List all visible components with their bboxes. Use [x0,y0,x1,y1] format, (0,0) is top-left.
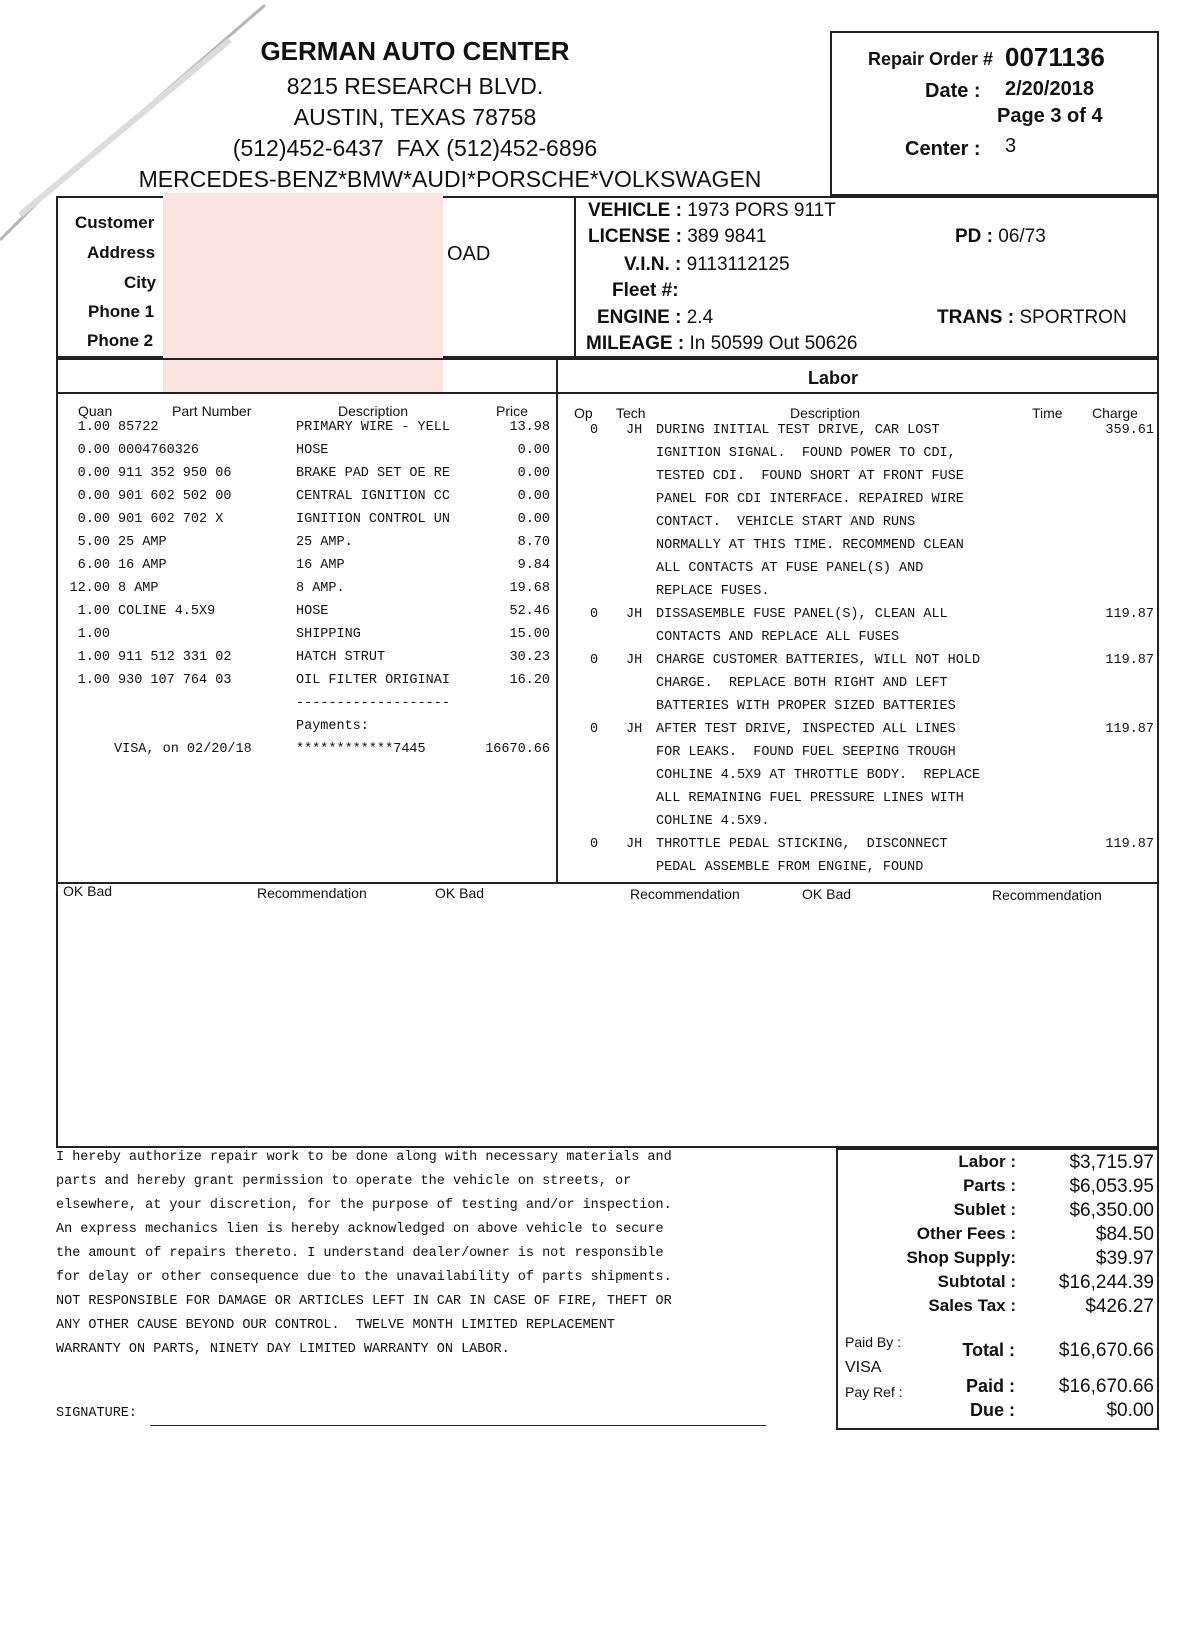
parts-separator: ------------------- [296,696,450,711]
labor-charge: 119.87 [1105,653,1154,668]
part-price: 0.00 [517,512,550,527]
totals-value: $6,350.00 [1069,1200,1154,1221]
pd-label: PD : [955,226,993,247]
totals-label: Other Fees : [916,1224,1016,1243]
vehicle-label: VEHICLE : [588,200,682,221]
totals-value: $16,244.39 [1058,1272,1154,1293]
labor-description: AFTER TEST DRIVE, INSPECTED ALL LINES [656,722,956,737]
labor-line [560,538,1156,561]
order-date: 2/20/2018 [1005,78,1094,100]
pd-row [955,226,1046,248]
rec-label-3: Recommendation [992,887,1102,903]
labor-line [560,745,1156,768]
part-price: 19.68 [509,581,550,596]
shop-name: GERMAN AUTO CENTER [260,36,570,66]
labor-op: 0 [590,607,599,622]
total-label: Total : [962,1340,1015,1360]
labor-description: THROTTLE PEDAL STICKING, DISCONNECT [656,837,948,852]
vehicle-value: 1973 PORS 911T [687,200,836,221]
part-quantity: 1.00 [77,604,110,619]
parts-header-quan: Quan [78,403,113,419]
part-number: 16 AMP [118,558,167,573]
labor-title: Labor [808,368,859,388]
authorization-line: the amount of repairs thereto. I understand dealer/owner is not responsible [56,1246,664,1261]
parts-row [60,489,554,512]
signature-label: SIGNATURE: [56,1406,138,1421]
fleet-label: Fleet #: [612,280,679,301]
labor-charge: 119.87 [1105,722,1154,737]
parts-row [60,443,554,466]
authorization-line: An express mechanics lien is hereby acknowledged on above vehicle to secure [56,1222,664,1237]
labor-tech: JH [626,653,643,668]
labor-charge: 119.87 [1105,607,1154,622]
labor-header-tech: Tech [616,405,646,421]
rec-okbad-1: OK Bad [63,883,113,899]
engine-row [597,307,713,329]
part-number: COLINE 4.5X9 [118,604,216,619]
labor-description: CONTACT. VEHICLE START AND RUNS [656,515,916,530]
part-quantity: 0.00 [77,489,110,504]
labor-charge: 359.61 [1105,423,1154,438]
parts-row [60,627,554,650]
labor-tech: JH [626,837,643,852]
totals-value: $39.97 [1095,1248,1154,1269]
labor-line [560,446,1156,469]
labor-description: DISSASEMBLE FUSE PANEL(S), CLEAN ALL [656,607,948,622]
shop-phones: (512)452-6437 FAX (512)452-6896 [232,135,598,161]
part-number: 930 107 764 03 [118,673,232,688]
authorization-line: I hereby authorize repair work to be done along with necessary materials and [56,1150,672,1165]
labor-description: FOR LEAKS. FOUND FUEL SEEPING TROUGH [656,745,956,760]
paid-label: Paid : [965,1376,1015,1396]
license-row [588,226,766,248]
part-description: SHIPPING [296,627,361,642]
parts-row [60,466,554,489]
parts-row [60,558,554,581]
labor-line [560,561,1156,584]
labor-op: 0 [590,653,599,668]
parts-row [60,673,554,696]
labor-line [560,768,1156,791]
part-price: 8.70 [517,535,550,550]
license-value: 389 9841 [687,226,767,247]
rec-okbad-2: OK Bad [435,885,485,901]
labor-description: IGNITION SIGNAL. FOUND POWER TO CDI, [656,446,956,461]
vin-label: V.I.N. : [624,254,682,275]
center-value: 3 [1005,135,1017,157]
labor-line [560,676,1156,699]
vin-value: 9113112125 [686,254,790,275]
part-description: HOSE [296,443,329,458]
totals-value: $6,053.95 [1069,1176,1154,1197]
trans-value: SPORTRON [1019,307,1127,328]
labor-line [560,837,1156,860]
part-quantity: 6.00 [77,558,110,573]
labor-line [560,630,1156,653]
repair-order-number: 0071136 [1005,42,1105,72]
labor-line [560,699,1156,722]
labor-line [560,469,1156,492]
phone2-label: Phone 2 [87,331,154,350]
labor-line [560,722,1156,745]
parts-row [60,512,554,535]
page-number: Page 3 of 4 [997,105,1103,127]
vehicle-row [588,200,836,222]
fleet-row [612,280,679,302]
parts-row [60,604,554,627]
part-number: 901 602 702 X [118,512,224,527]
labor-description: PEDAL ASSEMBLE FROM ENGINE, FOUND [656,860,924,875]
signature-line [150,1425,766,1426]
labor-line [560,515,1156,538]
part-quantity: 1.00 [77,650,110,665]
payment-method: VISA, on 02/20/18 [114,742,252,757]
part-quantity: 1.00 [77,420,110,435]
engine-label: ENGINE : [597,307,682,328]
labor-header-desc: Description [790,405,861,421]
labor-line [560,607,1156,630]
labor-header-charge: Charge [1092,405,1138,421]
totals-value: $84.50 [1095,1224,1154,1245]
recommendations-box [56,882,1159,1148]
labor-description: TESTED CDI. FOUND SHORT AT FRONT FUSE [656,469,964,484]
paid-by-label: Paid By : [845,1334,902,1350]
authorization-line: elsewhere, at your discretion, for the purpose of testing and/or inspection. [56,1198,672,1213]
labor-line [560,860,1156,883]
paid-value: $16,670.66 [1058,1376,1154,1397]
trans-label: TRANS : [937,307,1015,328]
part-price: 52.46 [509,604,550,619]
labor-line [560,653,1156,676]
address-label: Address [87,243,156,262]
labor-line [560,814,1156,837]
mileage-label: MILEAGE : [586,333,685,354]
labor-description: DURING INITIAL TEST DRIVE, CAR LOST [656,423,940,438]
authorization-line: for delay or other consequence due to the unavailability of parts shipments. [56,1270,672,1285]
labor-description: BATTERIES WITH PROPER SIZED BATTERIES [656,699,956,714]
vin-row [624,254,790,276]
shop-city: AUSTIN, TEXAS 78758 [293,104,537,130]
repair-order-label: Repair Order # [868,49,994,69]
labor-header-time: Time [1032,405,1063,421]
labor-description: COHLINE 4.5X9. [656,814,770,829]
shop-address: 8215 RESEARCH BLVD. [286,73,544,99]
part-price: 13.98 [509,420,550,435]
shop-brands: MERCEDES-BENZ*BMW*AUDI*PORSCHE*VOLKSWAGEN [138,166,762,192]
totals-value: $3,715.97 [1069,1152,1154,1173]
part-description: 25 AMP. [296,535,353,550]
license-label: LICENSE : [588,226,682,247]
payments-label: Payments: [296,719,369,734]
part-quantity: 1.00 [77,627,110,642]
labor-description: REPLACE FUSES. [656,584,770,599]
labor-op: 0 [590,423,599,438]
totals-value: $426.27 [1085,1296,1154,1317]
labor-line [560,791,1156,814]
labor-description: NORMALLY AT THIS TIME. RECOMMEND CLEAN [656,538,964,553]
authorization-line: parts and hereby grant permission to operate the vehicle on streets, or [56,1174,632,1189]
part-description: PRIMARY WIRE - YELL [296,420,450,435]
authorization-line: NOT RESPONSIBLE FOR DAMAGE OR ARTICLES LEFT IN CAR IN CASE OF FIRE, THEFT OR [56,1294,672,1309]
labor-charge: 119.87 [1105,837,1154,852]
part-number: 8 AMP [118,581,159,596]
customer-label: Customer [75,213,155,232]
part-description: CENTRAL IGNITION CC [296,489,450,504]
part-number: 25 AMP [118,535,167,550]
labor-tech: JH [626,722,643,737]
part-price: 0.00 [517,466,550,481]
labor-description: COHLINE 4.5X9 AT THROTTLE BODY. REPLACE [656,768,981,783]
labor-description: CONTACTS AND REPLACE ALL FUSES [656,630,900,645]
parts-row [60,535,554,558]
pd-value: 06/73 [998,226,1046,247]
phone1-label: Phone 1 [88,302,155,321]
part-price: 15.00 [509,627,550,642]
part-number: 901 602 502 00 [118,489,232,504]
part-description: 16 AMP [296,558,345,573]
parts-header-part: Part Number [172,403,252,419]
labor-description: ALL REMAINING FUEL PRESSURE LINES WITH [656,791,964,806]
mileage-row [586,333,857,355]
rec-okbad-3: OK Bad [802,886,852,902]
labor-op: 0 [590,722,599,737]
labor-line [560,584,1156,607]
labor-tech: JH [626,607,643,622]
address-visible-tail: OAD [447,243,491,265]
labor-op: 0 [590,837,599,852]
rec-label-2: Recommendation [630,886,740,902]
order-date-label: Date : [925,80,981,102]
part-quantity: 1.00 [77,673,110,688]
labor-description: CHARGE. REPLACE BOTH RIGHT AND LEFT [656,676,948,691]
part-quantity: 0.00 [77,512,110,527]
rec-label-1: Recommendation [257,885,367,901]
part-price: 30.23 [509,650,550,665]
labor-header-op: Op [574,405,593,421]
part-price: 0.00 [517,489,550,504]
part-quantity: 5.00 [77,535,110,550]
part-quantity: 0.00 [77,466,110,481]
part-description: HATCH STRUT [296,650,386,665]
labor-line [560,423,1156,446]
center-label: Center : [905,138,981,160]
part-description: HOSE [296,604,329,619]
authorization-line: WARRANTY ON PARTS, NINETY DAY LIMITED WARRANTY ON LABOR. [56,1342,510,1357]
shop-header [100,36,790,193]
parts-header-price: Price [496,403,528,419]
labor-description: CHARGE CUSTOMER BATTERIES, WILL NOT HOLD [656,653,981,668]
labor-description: ALL CONTACTS AT FUSE PANEL(S) AND [656,561,924,576]
labor-description: PANEL FOR CDI INTERFACE. REPAIRED WIRE [656,492,964,507]
part-price: 9.84 [517,558,550,573]
part-price: 0.00 [517,443,550,458]
labor-line [560,492,1156,515]
parts-row [60,420,554,443]
total-value: $16,670.66 [1058,1340,1154,1361]
mileage-value: In 50599 Out 50626 [689,333,858,354]
labor-tech: JH [626,423,643,438]
totals-label: Subtotal : [937,1272,1016,1291]
part-description: IGNITION CONTROL UN [296,512,450,527]
part-quantity: 0.00 [77,443,110,458]
paid-by-value: VISA [845,1359,882,1376]
parts-header-desc: Description [338,403,409,419]
parts-row [60,581,554,604]
part-number: 0004760326 [118,443,200,458]
engine-value: 2.4 [686,307,714,328]
part-number: 911 352 950 06 [118,466,232,481]
totals-label: Sales Tax : [928,1296,1016,1315]
part-price: 16.20 [509,673,550,688]
totals-label: Sublet : [953,1200,1016,1219]
totals-label: Shop Supply: [906,1248,1016,1267]
due-value: $0.00 [1106,1400,1154,1421]
payment-amount: 16670.66 [485,742,550,757]
part-description: BRAKE PAD SET OE RE [296,466,450,481]
due-label: Due : [970,1400,1015,1420]
part-number: 911 512 331 02 [118,650,232,665]
totals-label: Labor : [958,1152,1016,1171]
part-quantity: 12.00 [69,581,110,596]
trans-row [937,307,1127,329]
city-label: City [124,273,157,292]
totals-label: Parts : [963,1176,1016,1195]
part-number: 85722 [118,420,159,435]
authorization-line: ANY OTHER CAUSE BEYOND OUR CONTROL. TWELVE MONTH LIMITED REPLACEMENT [56,1318,615,1333]
payment-card: ************7445 [296,742,426,757]
parts-row [60,650,554,673]
part-description: OIL FILTER ORIGINAI [296,673,450,688]
part-description: 8 AMP. [296,581,345,596]
pay-ref-label: Pay Ref : [845,1384,903,1400]
